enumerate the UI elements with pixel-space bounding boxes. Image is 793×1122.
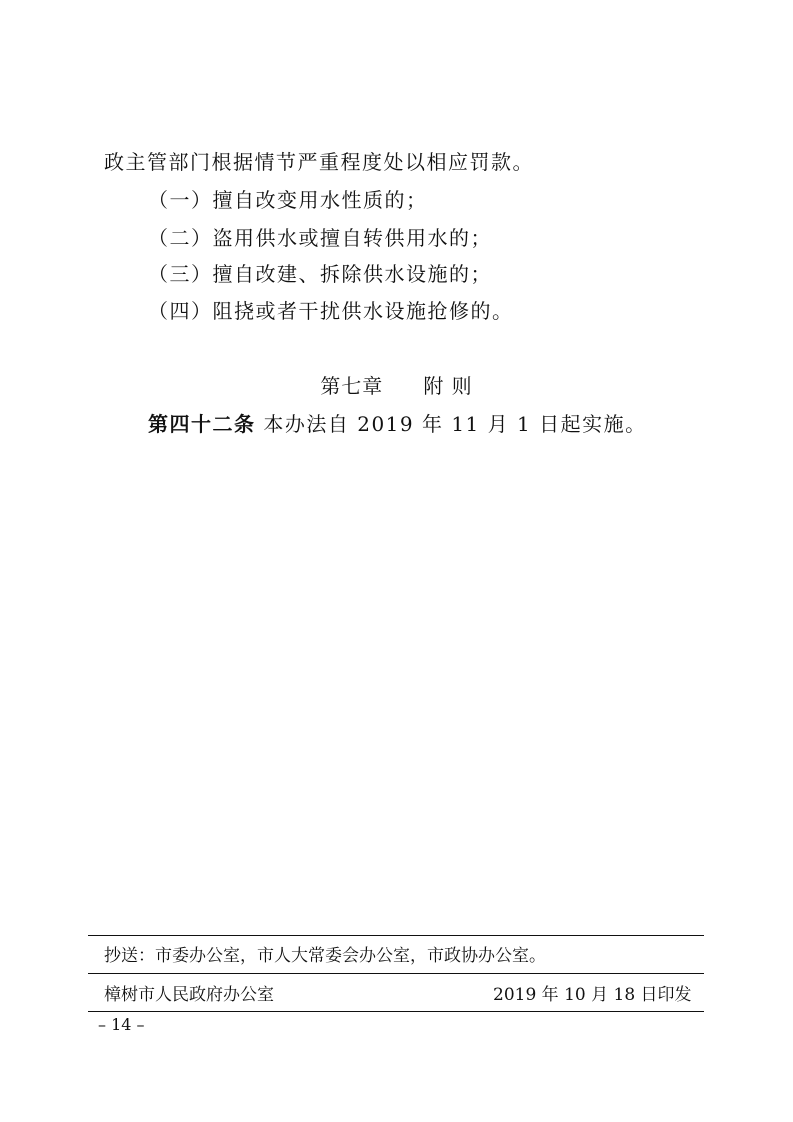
- footer-rule-middle: [88, 973, 704, 974]
- cc-recipients: 市委办公室，市人大常委会办公室，市政协办公室。: [155, 946, 546, 966]
- issue-date: 2019 年 10 月 18 日印发: [493, 985, 692, 1005]
- list-item-1: （一）擅自改变用水性质的；: [148, 188, 428, 212]
- cc-label: 抄送：: [104, 946, 155, 966]
- page-number: – 14 –: [98, 1015, 145, 1034]
- article-42: [148, 410, 647, 438]
- list-item-4: （四）阻挠或者干扰供水设施抢修的。: [148, 299, 514, 323]
- issuer: 樟树市人民政府办公室: [104, 985, 274, 1005]
- list-item-2: （二）盗用供水或擅自转供用水的；: [148, 226, 492, 250]
- list-item-3: （三）擅自改建、拆除供水设施的；: [148, 262, 492, 286]
- chapter-title: 附 则: [423, 374, 473, 398]
- footer-rule-bottom: [88, 1011, 704, 1012]
- paragraph-continuation: 政主管部门根据情节严重程度处以相应罚款。: [104, 150, 534, 174]
- chapter-heading: [0, 372, 793, 400]
- chapter-number: 第七章: [320, 374, 384, 398]
- article-text: 本办法自 2019 年 11 月 1 日起实施。: [255, 412, 647, 436]
- cc-line: [104, 944, 546, 968]
- article-number: 第四十二条: [148, 412, 256, 436]
- footer-rule-top: [88, 935, 704, 936]
